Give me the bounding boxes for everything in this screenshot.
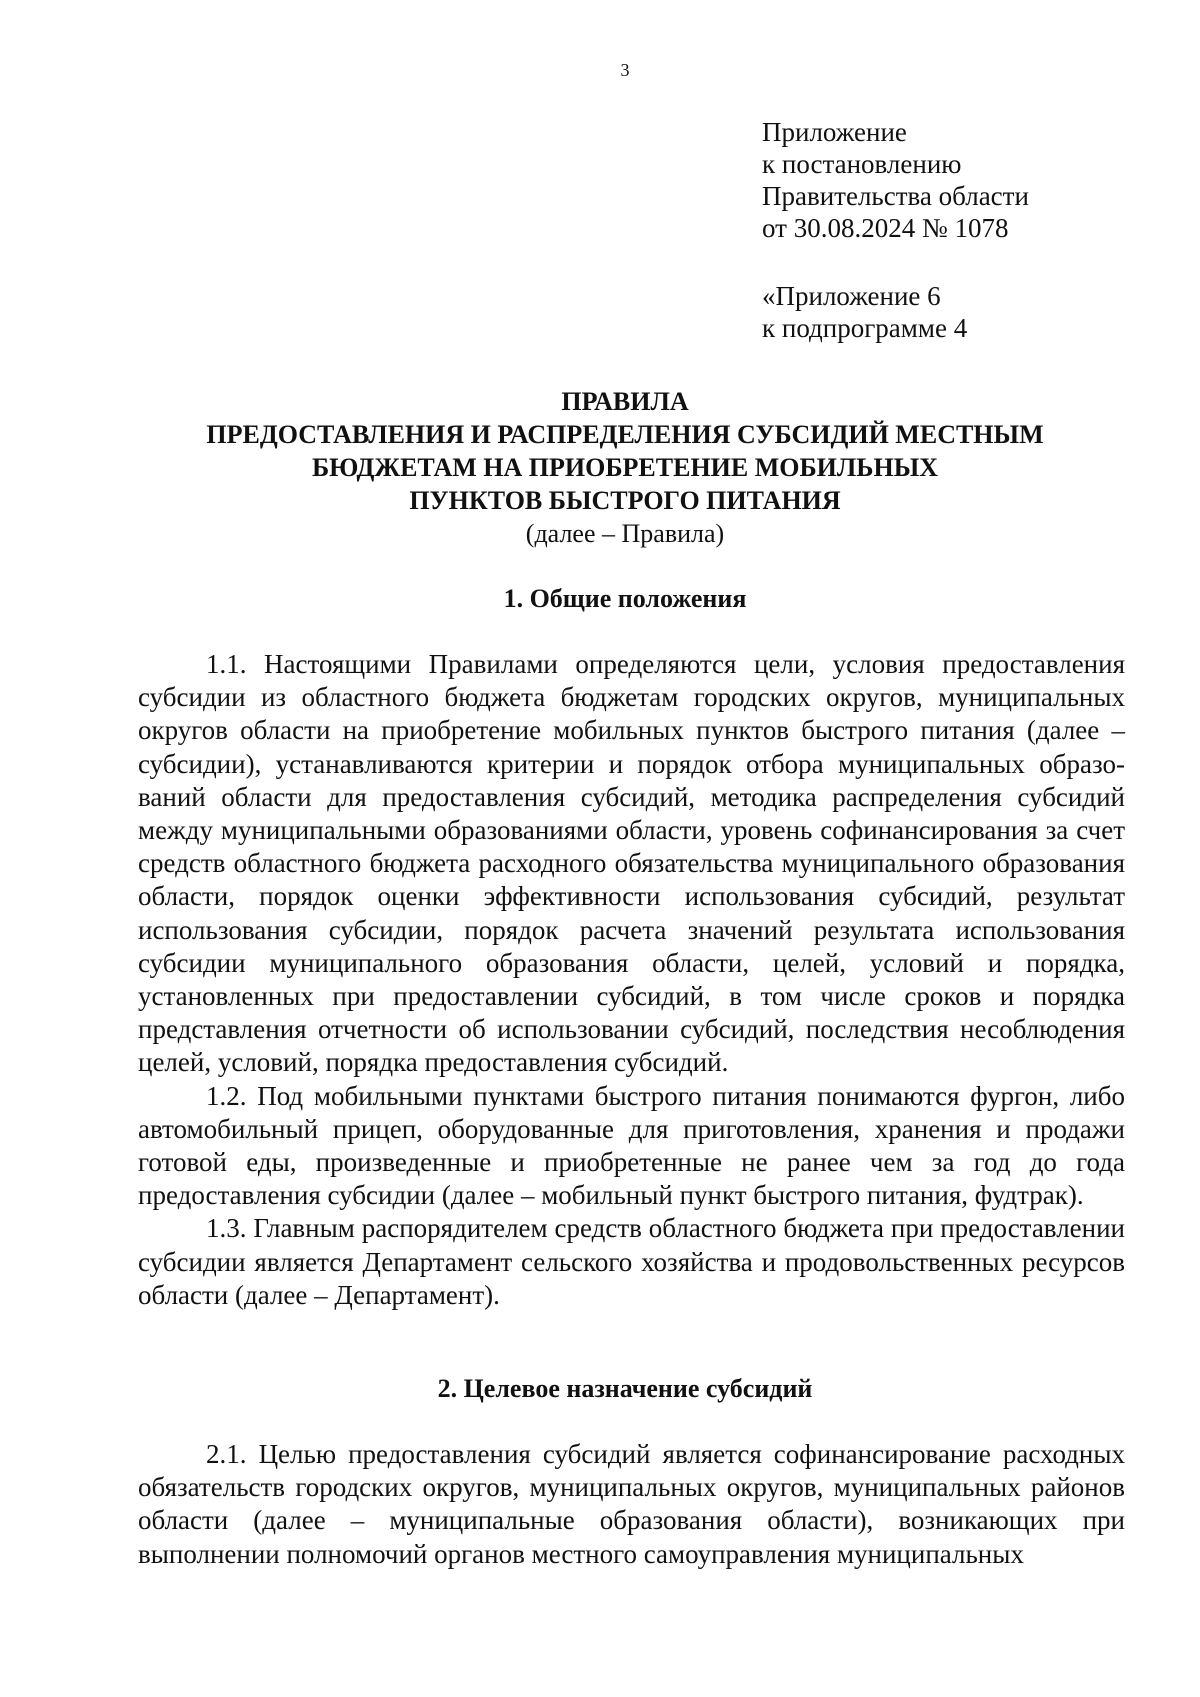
- section-body-general: [138, 648, 1125, 1312]
- appendix-line: от 30.08.2024 № 1078: [762, 213, 1009, 243]
- paragraph-2-1: 2.1. Целью предоставления субсидий является софинансирование расходных обязательств городских округов, муниципальных округов, муниципальных районов области (далее – муниципальные образования области), возникающих при выполнении полномочий органов местного самоуправления муниципальных: [138, 1439, 1125, 1569]
- paragraph-1-2: 1.2. Под мобильными пунктами быстрого питания понимаются фургон, либо автомобильный прицеп, оборудованные для приготовления, хранения и продажи готовой еды, произведенные и приобретенные не ранее чем за год до года предоставления субсидии (далее – мобильный пункт быстрого питания, фудтрак).: [138, 1080, 1125, 1211]
- paragraph-1-3: 1.3. Главным распорядителем средств областного бюджета при предоставлении субсидии является Департамент сельского хозяйства и продовольственных ресурсов области (далее – Департамент).: [138, 1213, 1125, 1310]
- title-line: ПРЕДОСТАВЛЕНИЯ И РАСПРЕДЕЛЕНИЯ СУБСИДИЙ МЕСТНЫМ: [206, 420, 1044, 449]
- page-number: 3: [620, 60, 630, 80]
- appendix-line: к постановлению: [762, 149, 962, 179]
- appendix-sub-line: к подпрограмме 4: [762, 313, 968, 343]
- appendix-block: [762, 116, 1029, 244]
- section-heading-general: 1. Общие положения: [503, 584, 747, 613]
- document-title: [0, 385, 1200, 550]
- appendix-line: Правительства области: [762, 181, 1029, 211]
- title-line: ПУНКТОВ БЫСТРОГО ПИТАНИЯ: [409, 486, 841, 515]
- title-subtitle: (далее – Правила): [525, 519, 725, 548]
- section-body-purpose: [138, 1438, 1125, 1571]
- section-heading-purpose: 2. Целевое назначение субсидий: [437, 1374, 813, 1403]
- title-line: ПРАВИЛА: [561, 387, 689, 416]
- appendix-sub-line: «Приложение 6: [762, 281, 941, 311]
- paragraph-1-1: 1.1. Настоящими Правилами определяются цели, условия предоставления субсидии из областного бюджета бюджетам городских округов, муниципальных округов области на приобретение мобильных пунктов быстрого питания (далее – субсидии), устанавливаются критерии и порядок отбора муниципальных образований области для предоставления субсидий, методика распределения субсидий между муниципальными образованиями области, уровень софинансирования за счет средств областного бюджета расходного обязательства муниципального образования области, порядок оценки эффективности использования субсидий, результат использования субсидии, порядок расчета значений результата использования субсидии муниципального образования области, целей, условий и порядка, установленных при предоставлении субсидий, в том числе сроков и порядка представления отчетности об использовании субсидий, последствия несоблюдения целей, условий, порядка предоставления субсидий.: [138, 649, 1125, 1078]
- appendix-sub-block: [762, 280, 967, 344]
- appendix-line: Приложение: [762, 117, 907, 147]
- title-line: БЮДЖЕТАМ НА ПРИОБРЕТЕНИЕ МОБИЛЬНЫХ: [311, 453, 939, 482]
